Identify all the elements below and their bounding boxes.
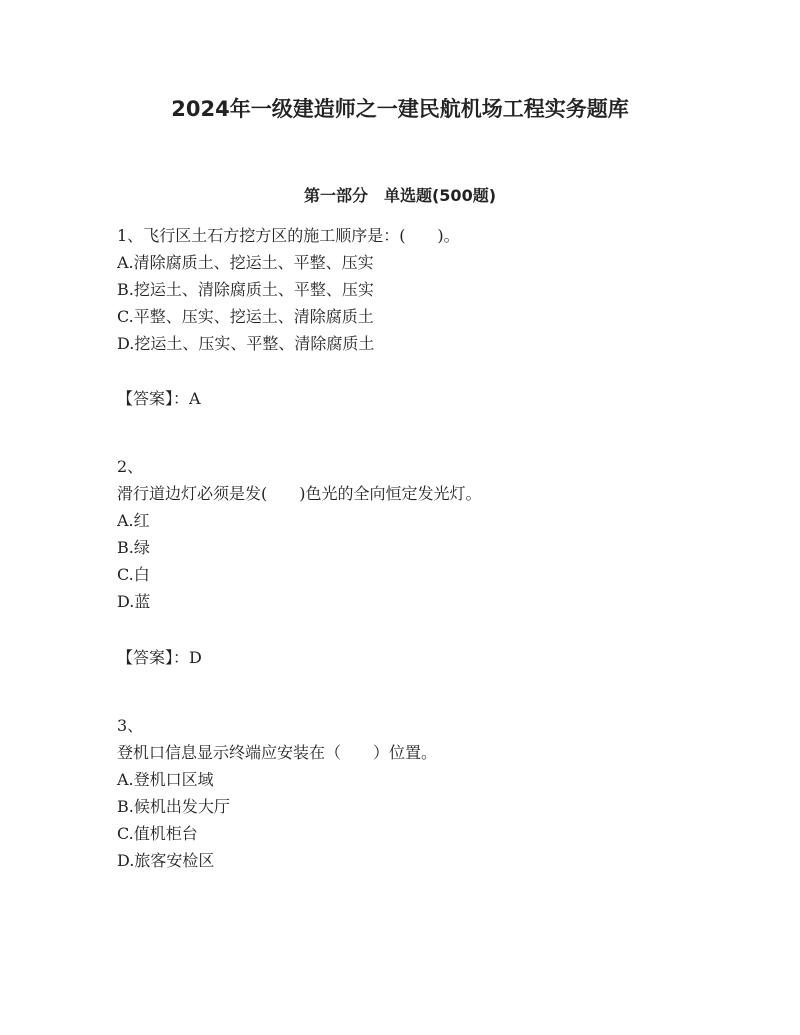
answer-value: A [189,389,201,408]
question-3 [117,712,717,874]
option-c: C.值机柜台 [117,824,198,843]
option-b: B.绿 [117,538,150,557]
question-1 [117,222,717,357]
option-c: C.白 [117,565,150,584]
question-1-stem [117,222,717,249]
option-a: A.登机口区域 [117,770,214,789]
answer-1 [117,385,201,412]
option-c: C.平整、压实、挖运土、清除腐质土 [117,307,374,326]
option-d: D.挖运土、压实、平整、清除腐质土 [117,334,375,353]
option-b: B.挖运土、清除腐质土、平整、压实 [117,280,374,299]
question-2 [117,453,717,615]
question-number: 1、 [117,226,144,245]
answer-value: D [189,648,202,667]
answer-2 [117,644,202,671]
question-text: 登机口信息显示终端应安装在（ ）位置。 [117,743,438,762]
option-b: B.候机出发大厅 [117,797,230,816]
question-text: 飞行区土石方挖方区的施工顺序是：( )。 [143,226,460,245]
page-title: 2024年一级建造师之一建民航机场工程实务题库 [171,97,629,121]
option-a: A.红 [117,511,150,530]
option-d: D.蓝 [117,592,151,611]
question-number: 3、 [117,716,144,735]
section-title: 第一部分 单选题(500题) [303,186,497,205]
answer-label: 【答案】： [117,389,190,408]
answer-label: 【答案】： [117,648,190,667]
question-number: 2、 [117,457,144,476]
option-d: D.旅客安检区 [117,851,215,870]
question-text: 滑行道边灯必须是发( )色光的全向恒定发光灯。 [117,484,482,503]
option-a: A.清除腐质土、挖运土、平整、压实 [117,253,374,272]
